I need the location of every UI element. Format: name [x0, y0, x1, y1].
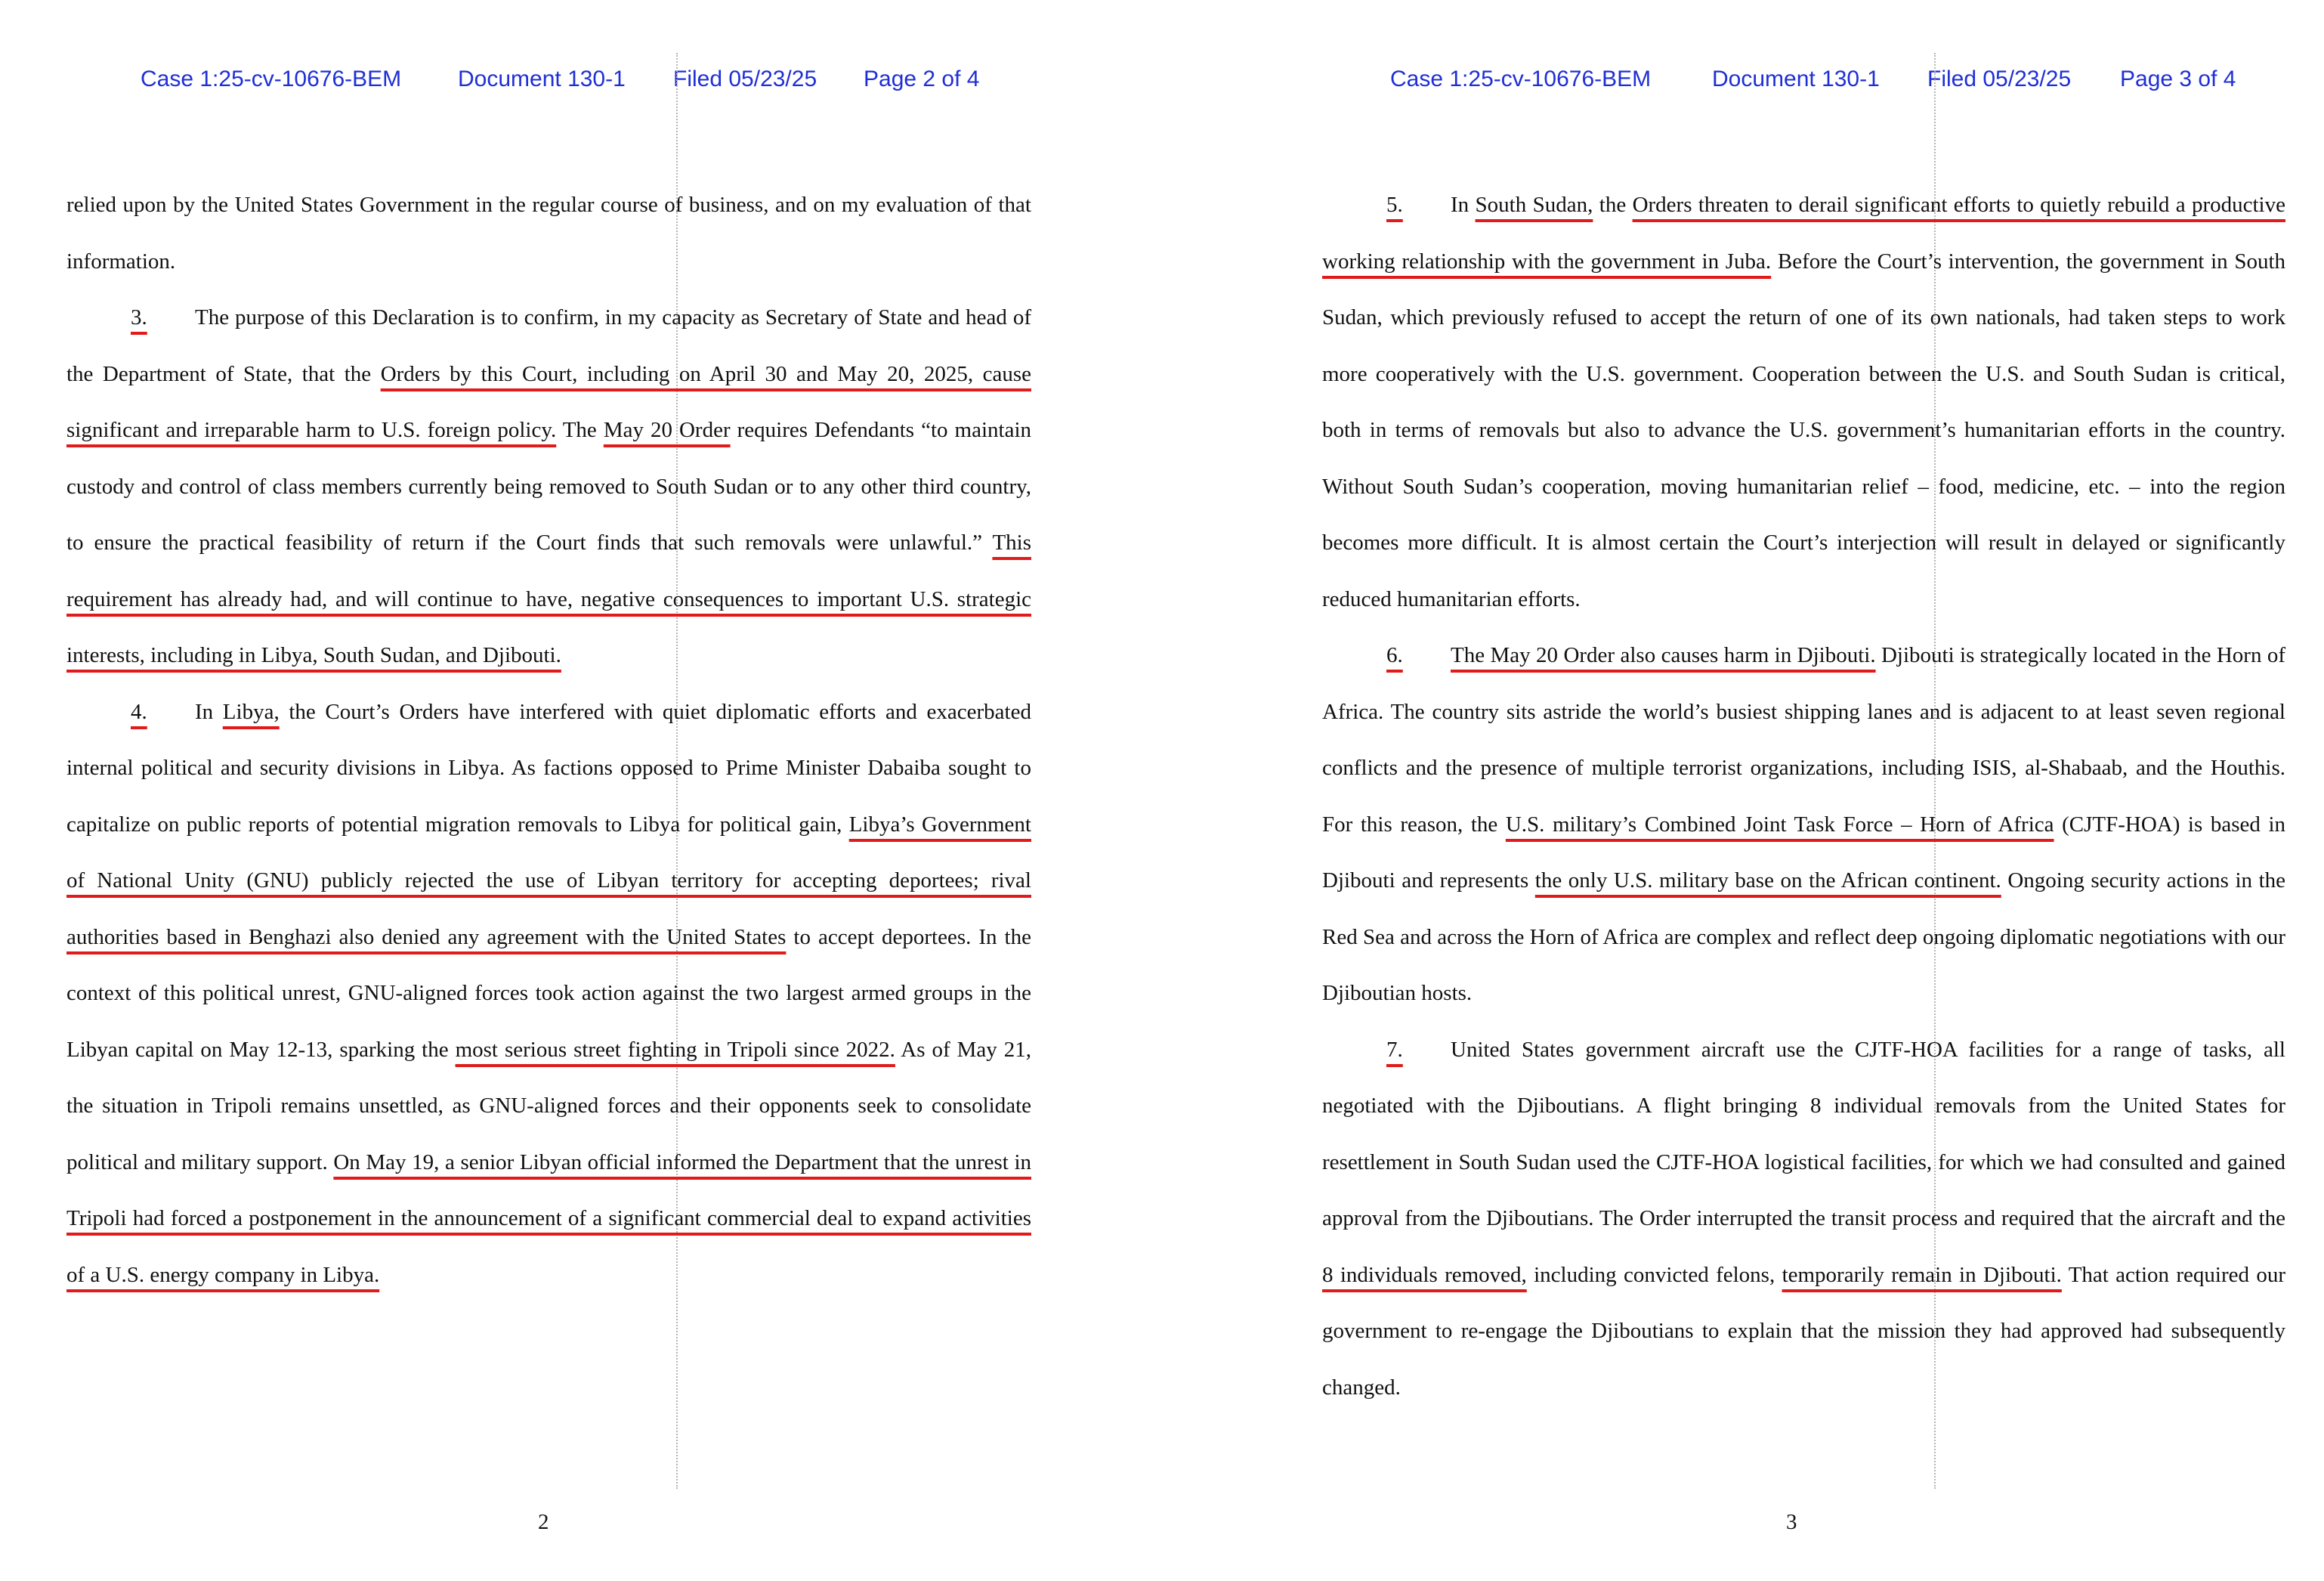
highlighted-text: U.S. military’s Combined Joint Task Force – Horn of Africa [1505, 812, 2054, 837]
highlighted-text: temporarily remain in Djibouti. [1782, 1262, 2062, 1287]
paragraph-number: 4. [131, 699, 147, 724]
case-number: Case 1:25-cv-10676-BEM [141, 67, 402, 91]
filed-date: Filed 05/23/25 [1927, 67, 2072, 91]
highlighted-text: This requirement has already had, and will continue to have, negative consequences to important U.S. strategic interests, including in Libya, South Sudan, and Djibouti. [66, 531, 1031, 667]
highlighted-text: most serious street fighting in Tripoli since 2022. [455, 1037, 895, 1062]
highlighted-text: The May 20 Order also causes harm in Djibouti. [1451, 643, 1876, 667]
highlighted-text: Libya, [222, 699, 280, 724]
document-number: Document 130-1 [1712, 67, 1880, 91]
highlighted-text: Orders by this Court, including on April 30 and May 20, 2025, cause significant and irreparable harm to U.S. foreign policy. [66, 361, 1031, 442]
declaration-body [66, 177, 1031, 1303]
case-number: Case 1:25-cv-10676-BEM [1390, 67, 1652, 91]
declaration-body [1322, 177, 2285, 1415]
paragraph-4: 4. In Libya, the Court’s Orders have interfered with quiet diplomatic efforts and exacerbated internal political and security divisions in Libya. As factions opposed to Prime Minister Dabaiba sought to capitalize on public reports of potential migration removals to Libya for political gain, Libya’s Government of National Unity (GNU) publicly rejected the use of Libyan territory for accepting deportees; rival authorities based in Benghazi also denied any agreement with the United States to accept deportees. In the context of this political unrest, GNU-aligned forces took action against the two largest armed groups in the Libyan capital on May 12-13, sparking the most serious street fighting in Tripoli since 2022. As of May 21, the situation in Tripoli remains unsettled, as GNU-aligned forces and their opponents seek to consolidate political and military support. On May 19, a senior Libyan official informed the Department that the unrest in Tripoli had forced a postponement in the announcement of a significant commercial deal to expand activities of a U.S. energy company in Libya. [66, 684, 1031, 1304]
highlighted-text: South Sudan, [1475, 193, 1593, 217]
document-number: Document 130-1 [458, 67, 626, 91]
paragraph-3: 3. The purpose of this Declaration is to confirm, in my capacity as Secretary of State and head of the Department of State, that the Orders by this Court, including on April 30 and May 20, 2025, cause significant and irreparable harm to U.S. foreign policy. The May 20 Order requires Defendants “to maintain custody and control of class members currently being removed to South Sudan or to any other third country, to ensure the practical feasibility of return if the Court finds that such removals were unlawful.” This requirement has already had, and will continue to have, negative consequences to important U.S. strategic interests, including in Libya, South Sudan, and Djibouti. [66, 289, 1031, 684]
paragraph-6: 6. The May 20 Order also causes harm in Djibouti. Djibouti is strategically located in the Horn of Africa. The country sits astride the world’s busiest shipping lanes and is adjacent to at least seven regional conflicts and the presence of multiple terrorist organizations, including ISIS, al-Shabaab, and the Houthis. For this reason, the U.S. military’s Combined Joint Task Force – Horn of Africa (CJTF-HOA) is based in Djibouti and represents the only U.S. military base on the African continent. Ongoing security actions in the Red Sea and across the Horn of Africa are complex and reflect deep ongoing diplomatic negotiations with our Djiboutian hosts. [1322, 627, 2285, 1022]
page-indicator: Page 2 of 4 [864, 67, 980, 91]
highlighted-text: Libya’s Government of National Unity (GNU) publicly rejected the use of Libyan territory for accepting deportees; rival authorities based in Benghazi also denied any agreement with the United States [66, 812, 1031, 949]
paragraph-number: 7. [1386, 1037, 1403, 1062]
highlighted-text: 8 individuals removed, [1322, 1262, 1527, 1287]
filed-date: Filed 05/23/25 [673, 67, 817, 91]
paragraph-number: 5. [1386, 193, 1403, 217]
paragraph-5: 5. In South Sudan, the Orders threaten to derail significant efforts to quietly rebuild a productive working relationship with the government in Juba. Before the Court’s intervention, the government in South Sudan, which previously refused to accept the return of one of its own nationals, had taken steps to work more cooperatively with the U.S. government. Cooperation between the U.S. and South Sudan is critical, both in terms of removals but also to advance the U.S. government’s humanitarian efforts in the country. Without South Sudan’s cooperation, moving humanitarian relief – food, medicine, etc. – into the region becomes more difficult. It is almost certain the Court’s interjection will result in delayed or significantly reduced humanitarian efforts. [1322, 177, 2285, 627]
highlighted-text: Orders threaten to derail significant efforts to quietly rebuild a productive working relationship with the government in Juba. [1322, 193, 2285, 274]
page-indicator: Page 3 of 4 [2120, 67, 2236, 91]
paragraph-7: 7. United States government aircraft use the CJTF-HOA facilities for a range of tasks, all negotiated with the Djiboutians. A flight bringing 8 individual removals from the United States for resettlement in South Sudan used the CJTF-HOA logistical facilities, for which we had consulted and gained approval from the Djiboutians. The Order interrupted the transit process and required that the aircraft and the 8 individuals removed, including convicted felons, temporarily remain in Djibouti. That action required our government to re-engage the Djiboutians to explain that the mission they had approved had subsequently changed. [1322, 1022, 2285, 1416]
page-number: 2 [538, 1510, 549, 1534]
paragraph-number: 6. [1386, 643, 1403, 667]
highlighted-text: On May 19, a senior Libyan official informed the Department that the unrest in Tripoli had forced a postponement in the announcement of a significant commercial deal to expand activities of a U.S. energy company in Libya. [66, 1149, 1032, 1287]
paragraph-number: 3. [131, 305, 147, 330]
highlighted-text: the only U.S. military base on the African continent. [1534, 868, 2001, 893]
highlighted-text: May 20 Order [603, 418, 731, 442]
page-number: 3 [1786, 1510, 1797, 1534]
paragraph-continued: relied upon by the United States Government in the regular course of business, and on my evaluation of that information. [66, 193, 1031, 274]
document-page-3 [1162, 0, 2324, 1581]
